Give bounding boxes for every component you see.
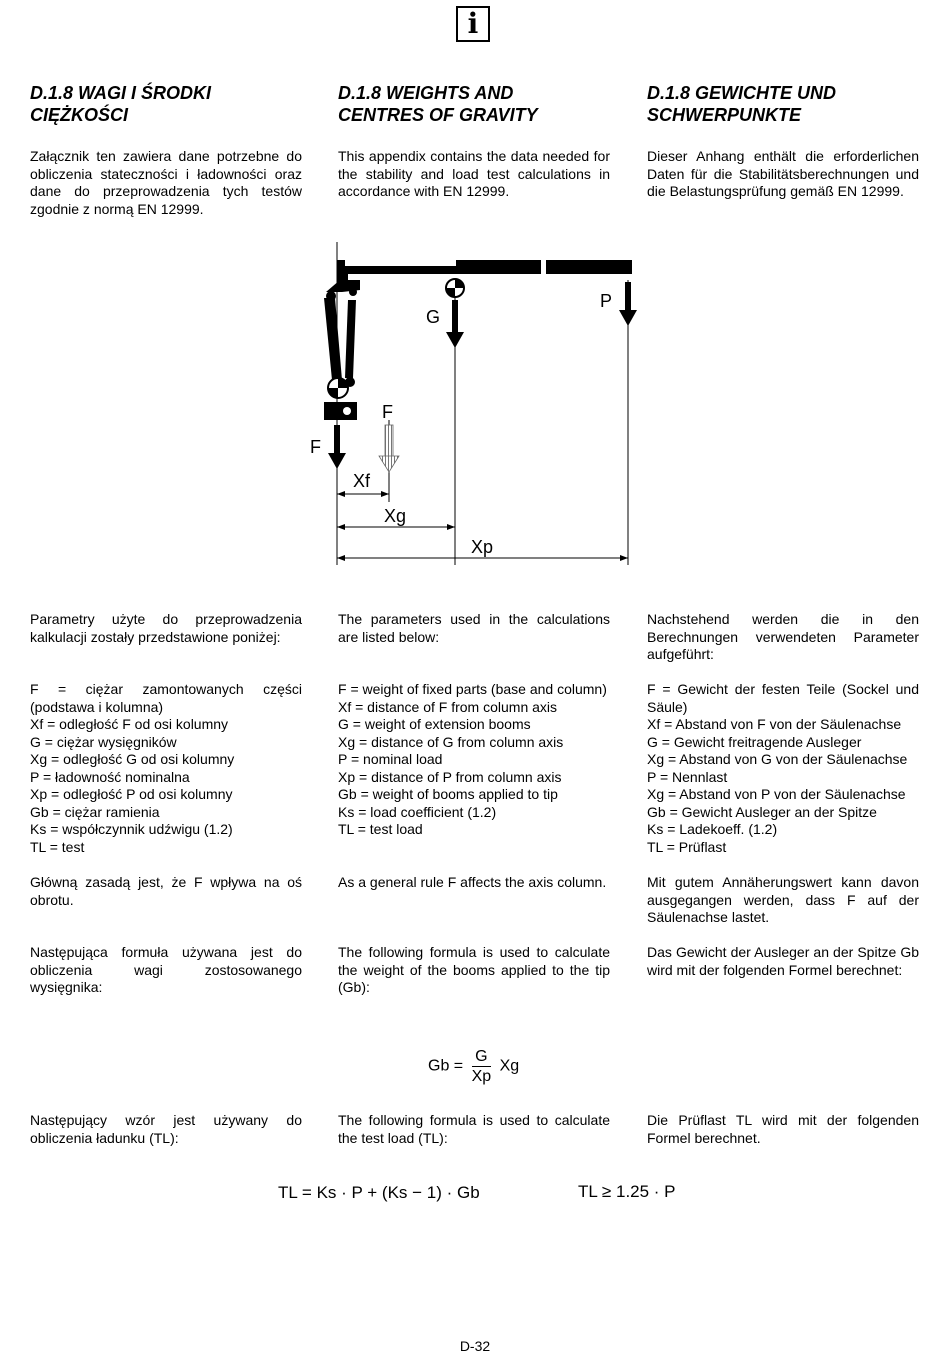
- list-item: Gb = ciężar ramienia: [30, 803, 160, 820]
- list-item: Xg = Abstand von G von der Säulenachse: [647, 751, 908, 767]
- params-intro-pl: Parametry użyte do przeprowadzenia kalkulacji zostały przedstawione poniżej:: [30, 611, 302, 645]
- list-item: TL = test: [30, 838, 85, 855]
- f-arrow-black: [328, 453, 346, 469]
- rule-de: Mit gutem Annäherungswert kann davon ausgegangen werden, dass F auf der Säulenachse lastet.: [647, 874, 919, 925]
- extension-boom-2: [546, 260, 632, 274]
- label-xf: Xf: [353, 471, 371, 491]
- cog-boom-icon: [446, 279, 464, 297]
- page-number: D-32: [459, 1338, 491, 1354]
- tl-intro-de: Die Prüflast TL wird mit der folgenden Formel berechnet.: [647, 1112, 919, 1146]
- list-item: G = weight of extension booms: [338, 716, 531, 732]
- gb-intro-de: Das Gewicht der Ausleger an der Spitze Gb wird mit der folgenden Formel berechnet:: [647, 944, 919, 978]
- heading-de: D.1.8 GEWICHTE UND SCHWERPUNKTE: [647, 83, 837, 125]
- cog-base-icon: [328, 377, 355, 398]
- label-f-right: F: [382, 402, 393, 422]
- list-item: F = ciężar zamontowanych części (podstawa i kolumna): [30, 681, 302, 715]
- f-arrow-hatched: [379, 456, 399, 472]
- list-item: Gb = weight of booms applied to tip: [338, 786, 558, 802]
- list-item: Ks = Ladekoeff. (1.2): [647, 821, 778, 837]
- gb-fraction: $\frac{G}{Xp}$: [471, 1048, 492, 1085]
- list-item: Gb = Gewicht Ausleger an der Spitze: [647, 803, 877, 820]
- param-list-en: [338, 681, 610, 839]
- param-list-de: [647, 681, 919, 856]
- params-intro-de: Nachstehend werden die in den Berechnungen verwendeten Parameter aufgeführt:: [647, 611, 919, 662]
- label-xg: Xg: [384, 506, 407, 526]
- list-item: Xf = distance of F from column axis: [338, 698, 558, 715]
- intro-pl: Załącznik ten zawiera dane potrzebne do obliczenia stateczności i ładowności oraz dane do przeprowadzenia tych testów zgodnie z normą EN 12999.: [30, 148, 302, 217]
- gb-intro-en: The following formula is used to calculate the weight of the booms applied to the tip (Gb):: [338, 944, 610, 995]
- gb-formula: Gb = $\frac{G}{Xp}$ Xg: [428, 1048, 520, 1085]
- intro-de: Dieser Anhang enthält die erforderlichen Daten für die Stabilitätsberechnungen und die Belastungsprüfung gemäß EN 12999.: [647, 148, 919, 199]
- p-arrow: [619, 310, 637, 326]
- rule-pl: Główną zasadą jest, że F wpływa na oś obrotu.: [30, 874, 302, 908]
- list-item: Ks = współczynnik udźwigu (1.2): [30, 821, 233, 837]
- tl-intro-pl: Następujący wzór jest używany do obliczenia ładunku (TL):: [30, 1112, 302, 1146]
- list-item: Xp = distance of P from column axis: [338, 768, 562, 785]
- list-item: Ks = load coefficient (1.2): [338, 803, 497, 820]
- crane-diagram: [300, 240, 650, 575]
- cylinder-leg: [345, 300, 356, 378]
- list-item: Xp = odległość P od osi kolumny: [30, 786, 233, 802]
- list-item: F = Gewicht der festen Teile (Sockel und Säule): [647, 681, 919, 715]
- tl-formula: TL = Ks · P + (Ks − 1) · Gb: [278, 1183, 480, 1202]
- list-item: F = weight of fixed parts (base and column): [338, 681, 607, 697]
- crane-base: [324, 402, 357, 420]
- label-p: P: [600, 291, 613, 311]
- extension-boom-1: [456, 260, 541, 274]
- label-f-left: F: [310, 437, 321, 457]
- label-xp: Xp: [471, 537, 494, 557]
- list-item: Xg = Abstand von P von der Säulenachse: [647, 786, 906, 802]
- heading-pl: D.1.8 WAGI I ŚRODKI CIĘŻKOŚCI: [30, 83, 212, 125]
- list-item: P = Nennlast: [647, 768, 728, 785]
- list-item: P = nominal load: [338, 751, 443, 767]
- gb-intro-pl: Następująca formuła używana jest do obliczenia wagi zostosowanego wysięgnika:: [30, 944, 302, 995]
- list-item: Xg = odległość G od osi kolumny: [30, 751, 235, 767]
- heading-en: D.1.8 WEIGHTS AND CENTRES OF GRAVITY: [338, 83, 538, 125]
- list-item: Xf = odległość F od osi kolumny: [30, 716, 229, 732]
- list-item: TL = Prüflast: [647, 838, 727, 855]
- list-item: G = ciężar wysięgników: [30, 733, 177, 750]
- tl-minimum-formula: TL ≥ 1.25 · P: [578, 1182, 676, 1201]
- info-icon: i: [456, 6, 490, 42]
- list-item: Xf = Abstand von F von der Säulenachse: [647, 716, 902, 732]
- param-list-pl: [30, 681, 302, 856]
- column-leg: [324, 298, 342, 380]
- rule-en: As a general rule F affects the axis column.: [338, 874, 607, 890]
- list-item: Xg = distance of G from column axis: [338, 733, 564, 750]
- g-arrow: [446, 332, 464, 348]
- params-intro-en: The parameters used in the calculations are listed below:: [338, 611, 610, 645]
- intro-en: This appendix contains the data needed for the stability and load test calculations in accordance with EN 12999.: [338, 148, 610, 199]
- list-item: P = ładowność nominalna: [30, 768, 190, 785]
- list-item: TL = test load: [338, 821, 423, 837]
- label-g: G: [426, 307, 441, 327]
- list-item: G = Gewicht freitragende Ausleger: [647, 733, 862, 750]
- tl-intro-en: The following formula is used to calculate the test load (TL):: [338, 1112, 610, 1146]
